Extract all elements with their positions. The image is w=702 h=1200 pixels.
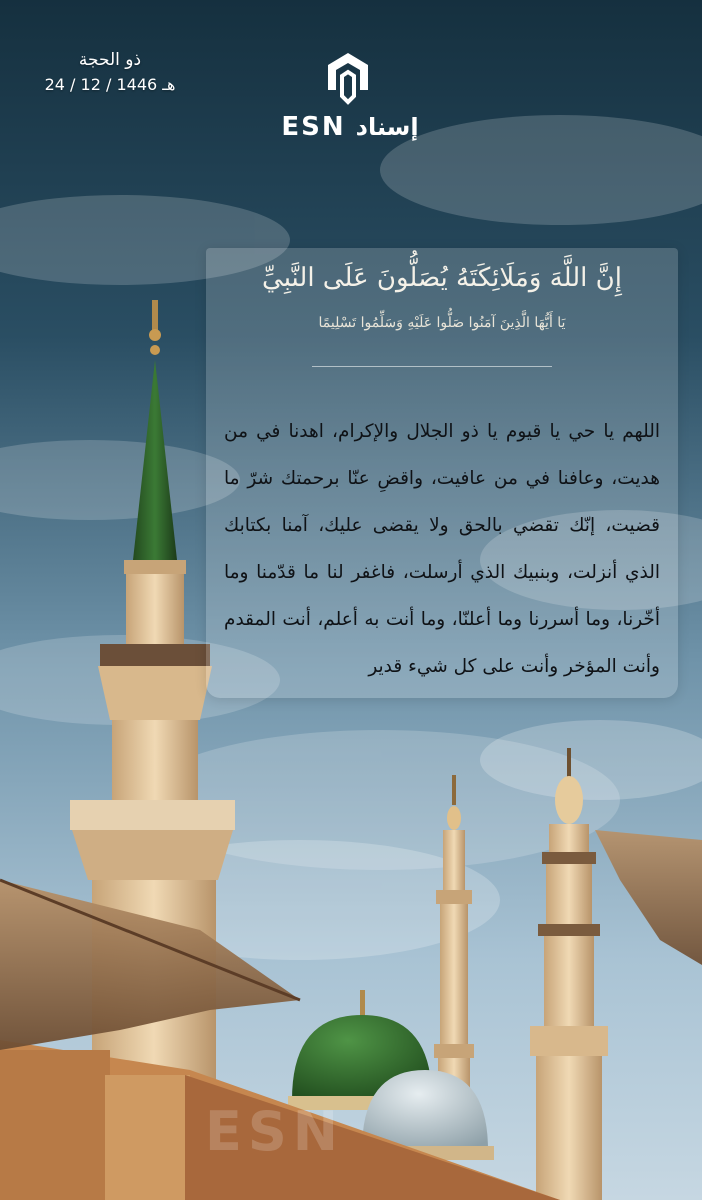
watermark <box>205 1100 344 1163</box>
quran-verse-calligraphy: إِنَّ اللَّهَ وَمَلَائِكَتَهُ يُصَلُّونَ عَلَى النَّبِيِّ <box>262 263 622 293</box>
hijri-month: ذو الحجة <box>78 50 142 70</box>
esnad-logo <box>250 50 450 150</box>
svg-text:ESN: ESN <box>205 1100 344 1163</box>
dua-card <box>206 248 678 698</box>
divider <box>312 366 552 367</box>
quran-verse-subline: يَا أَيُّهَا الَّذِينَ آمَنُوا صَلُّوا عَلَيْهِ وَسَلِّمُوا تَسْلِيمًا <box>318 315 566 331</box>
hijri-date <box>30 48 190 98</box>
logo-latin-text: ESN <box>281 112 346 142</box>
logo-arabic-text: إسناد <box>355 113 419 141</box>
logo-mark-icon <box>324 50 372 106</box>
hijri-date-value: 24 / 12 / 1446 هـ <box>44 75 176 94</box>
dua-text: اللهم يا حي يا قيوم يا ذو الجلال والإكرام، اهدنا في من هديت، وعافنا في من عافيت، واقضِ عنّا برحمتك شرّ ما قضيت، إنّك تقضي بالحق ولا يقضى عليك، آمنا بكتابك الذي أنزلت، وبنبيك الذي أرسلت، فاغفر لنا ما قدّمنا وما أخّرنا، وما أسررنا وما أعلنّا، وما أنت به أعلم، أنت المقدم وأنت المؤخر وأنت على كل شيء قدير <box>224 421 660 677</box>
